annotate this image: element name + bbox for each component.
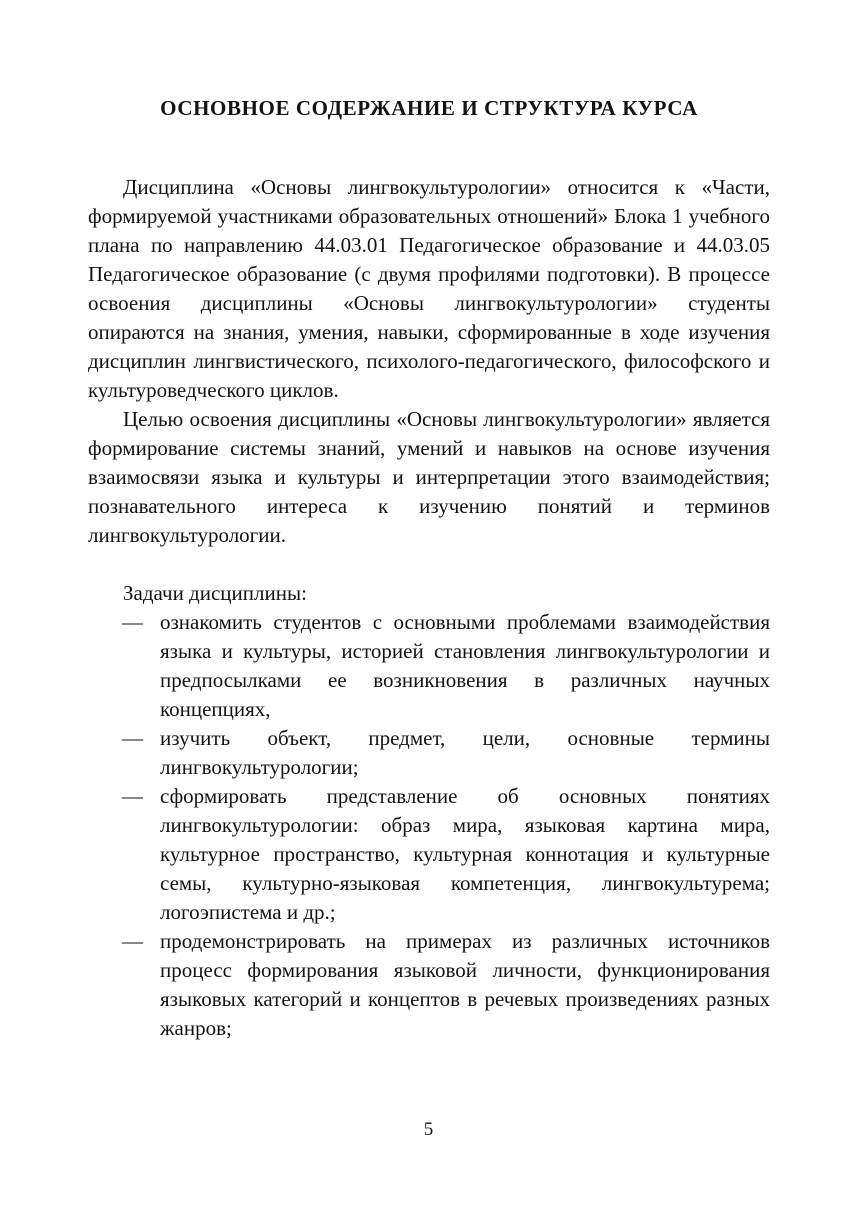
list-item-text: ознакомить студентов с основными проблемами взаимодействия языка и культуры, историей становления лингвокультурологии и предпосылками ее возникновения в различных научных концепциях, xyxy=(160,610,770,721)
list-item-text: продемонстрировать на примерах из различных источников процесс формирования языковой личности, функционирования языковых категорий и концептов в речевых произведениях разных жанров; xyxy=(160,929,770,1040)
tasks-heading: Задачи дисциплины: xyxy=(123,581,307,605)
dash-marker: — xyxy=(122,784,143,808)
page-number: 5 xyxy=(423,1119,434,1140)
page-title: ОСНОВНОЕ СОДЕРЖАНИЕ И СТРУКТУРА КУРСА xyxy=(160,96,698,120)
dash-marker: — xyxy=(122,610,143,634)
dash-marker: — xyxy=(122,929,143,953)
text-column xyxy=(88,0,770,1043)
paragraph-goal: Целью освоения дисциплины «Основы лингвокультурологии» является формирование системы знаний, умений и навыков на основе изучения взаимосвязи языка и культуры и интерпретации этого взаимодействия; познавательного интереса к изучению понятий и терминов лингвокультурологии. xyxy=(88,407,770,547)
task-list xyxy=(88,608,770,1043)
list-item xyxy=(88,608,770,724)
paragraph-intro: Дисциплина «Основы лингвокультурологии» относится к «Части, формируемой участниками образовательных отношений» Блока 1 учебного плана по направлению 44.03.01 Педагогическое образование и 44.03.05 Педагогическое образование (с двумя профилями подготовки). В процессе освоения дисциплины «Основы лингвокультурологии» студенты опираются на знания, умения, навыки, сформированные в ходе изучения дисциплин лингвистического, психолого-педагогического, философского и культуроведческого циклов. xyxy=(88,175,770,402)
list-item xyxy=(88,724,770,782)
list-item xyxy=(88,927,770,1043)
list-item-text: изучить объект, предмет, цели, основные термины лингвокультурологии; xyxy=(160,726,770,779)
list-item xyxy=(88,782,770,927)
dash-marker: — xyxy=(122,726,143,750)
list-item-text: сформировать представление об основных понятиях лингвокультурологии: образ мира, языковая картина мира, культурное пространство, культурная коннотация и культурные семы, культурно-языковая компетенция, лингвокультурема; логоэпистема и др.; xyxy=(160,784,770,924)
